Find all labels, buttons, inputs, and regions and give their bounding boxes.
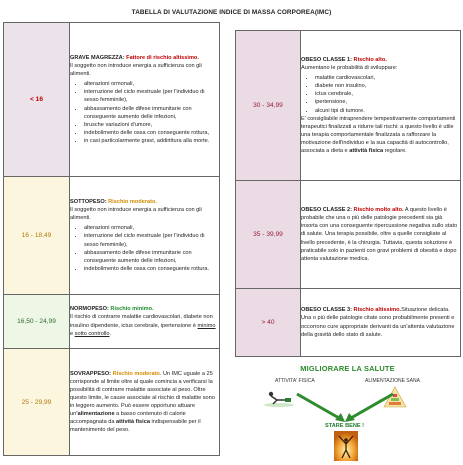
list-item: • brusche variazioni d'umore, — [84, 121, 219, 129]
consequence-list — [76, 224, 219, 273]
bmi-range: 25 - 29,99 — [4, 349, 70, 456]
list-item: • interruzione del ciclo mestruale (per l'individuo di sesso femminile), — [84, 232, 219, 248]
table-row — [4, 23, 220, 177]
list-item: • ictus cerebrale, — [315, 90, 460, 98]
intro-text: Aumentano le probabilità di sviluppare: — [301, 64, 398, 71]
category-heading: SOVRAPPESO: — [70, 370, 112, 377]
improve-health-panel — [235, 358, 460, 463]
consequence-list — [76, 80, 219, 145]
bmi-description — [70, 295, 220, 349]
category-heading: GRAVE MAGREZZA: — [70, 54, 125, 61]
description-text: a basso contenuto di calorie accompagnata da — [70, 411, 186, 426]
table-row — [236, 31, 461, 181]
risk-level: Fattore di rischio altissimo. — [126, 54, 199, 61]
list-item: • abbassamento delle difese immunitarie con conseguente aumento delle infezioni, — [84, 249, 219, 265]
bmi-table-left — [3, 22, 220, 456]
list-item: • in casi particolarmente gravi, addirittura alla morte. — [84, 137, 219, 145]
bmi-range: 16,50 - 24,99 — [4, 295, 70, 349]
panel-title: MIGLIORARE LA SALUTE — [300, 364, 395, 373]
risk-level: Rischio moderato. — [108, 199, 157, 205]
bmi-range: 16 - 18,49 — [4, 177, 70, 295]
list-item: • indebolimento delle ossa con conseguente rottura. — [84, 265, 219, 273]
bmi-description — [301, 181, 461, 289]
end-text: . — [109, 330, 112, 337]
disease-list — [307, 74, 460, 115]
list-item: • indebolimento delle ossa con conseguente rottura, — [84, 129, 219, 137]
bmi-description — [70, 349, 220, 456]
list-item: • alterazioni ormonali, — [84, 224, 219, 232]
bmi-description — [301, 31, 461, 181]
bmi-description — [301, 289, 461, 357]
converging-arrows — [295, 392, 395, 424]
emphasis-text: 'alimentazione — [76, 411, 115, 418]
feel-good-label: STARE BENE ! — [324, 423, 365, 429]
description-text: Un IMC uguale a 25 corrisponde al limite oltre al quale comincia a verificarsi la possibilità di contrarre malattie associate al peso. Oltre questo limite, le cause associate al rischio di malattie sono in leggero aumento. Può essere opportuno attuare un — [70, 370, 215, 418]
table-row — [4, 177, 220, 295]
description-text: A questo livello è probabile che una o più delle patologie precedenti sia già insorta con una conseguente ripercussione negativa sullo stato di salute. Una terapia possibile, oltre a quelle consigliate al livello precedente, è la chirurgia. Tuttavia, questa soluzione è praticabile solo in pazienti con gravi problemi di obesità e dopo attenta valutazione medica. — [301, 207, 458, 262]
bmi-table-right — [235, 30, 461, 357]
intro-text: Il soggetto non introduce energia a sufficienza con gli alimenti. — [70, 63, 202, 78]
bmi-range: 30 - 34,99 — [236, 31, 301, 181]
list-item: • malattie cardiovascolari, — [315, 74, 460, 82]
category-heading: OBESO CLASSE 3: — [301, 307, 352, 314]
category-heading: SOTTOPESO: — [70, 199, 107, 205]
risk-level: Rischio altissimo. — [353, 307, 402, 314]
risk-level: Rischio moderato. — [112, 370, 162, 377]
bmi-range: > 40 — [236, 289, 301, 357]
emphasis-text: attività fisica — [349, 148, 384, 155]
intro-text: Il soggetto non introduce energia a sufficienza con gli alimenti. — [70, 207, 202, 222]
risk-level: Rischio molto alto. — [353, 207, 404, 214]
emphasis-text: minimo — [197, 322, 216, 329]
table-row — [4, 349, 220, 456]
list-item: • alcuni tipi di tumore. — [315, 107, 460, 115]
description-text: E' consigliabile intraprendere tempestivamente comportamenti terapeutici finalizzati a ridurre tali rischi: a questo livello è utile una terapia comportamentale finalizzata a rafforzare la motivazione dell'individuo e la sua capacità di autocontrollo, associata a dieta e — [301, 115, 456, 155]
category-heading: NORMOPESO: — [70, 306, 109, 313]
exercise-icon — [261, 388, 297, 408]
bmi-range: 35 - 39,99 — [236, 181, 301, 289]
bmi-description — [70, 177, 220, 295]
description-text: Situazione delicata. Una o più delle patologie citate sono probabilmente presenti e occorrono cure appropriate derivanti da un'attenta valutazione della gravità dello stato di salute. — [301, 307, 455, 338]
list-item: • ipertensione, — [315, 98, 460, 106]
list-item: • diabete non insulino, — [315, 82, 460, 90]
description-text: indispensabile per il mantenimento del peso. — [70, 419, 201, 434]
page-title: TABELLA DI VALUTAZIONE INDICE DI MASSA CORPOREA(IMC) — [131, 9, 332, 16]
risk-level: Rischio alto. — [353, 56, 387, 63]
category-heading: OBESO CLASSE 1: — [301, 56, 352, 63]
category-heading: OBESO CLASSE 2: — [301, 207, 352, 214]
table-row — [4, 295, 220, 349]
table-row — [236, 181, 461, 289]
emphasis-text: attività fisica — [116, 419, 150, 426]
bmi-description — [70, 23, 220, 177]
person-wellbeing-icon — [334, 431, 358, 461]
risk-level: Rischio minimo. — [110, 306, 154, 313]
description-text: Il rischio di contrarre malattie cardiovascolari, diabete non insulino dipendente, ictus cerebrale, ipertensione è — [70, 314, 213, 329]
nutrition-label: ALIMENTAZIONE SANA — [365, 378, 420, 384]
bmi-range: < 16 — [4, 23, 70, 177]
exercise-label: ATTIVITA' FISICA — [275, 378, 315, 384]
list-item: • abbassamento delle difese immunitarie con conseguente aumento delle infezioni, — [84, 105, 219, 121]
emphasis-text: sotto controllo — [74, 330, 110, 337]
list-item: • alterazioni ormonali, — [84, 80, 219, 88]
list-item: • interruzione del ciclo mestruale (per l'individuo di sesso femminile), — [84, 88, 219, 104]
description-text: regolare. — [383, 148, 407, 155]
connector-text: e — [70, 330, 75, 337]
table-row — [236, 289, 461, 357]
